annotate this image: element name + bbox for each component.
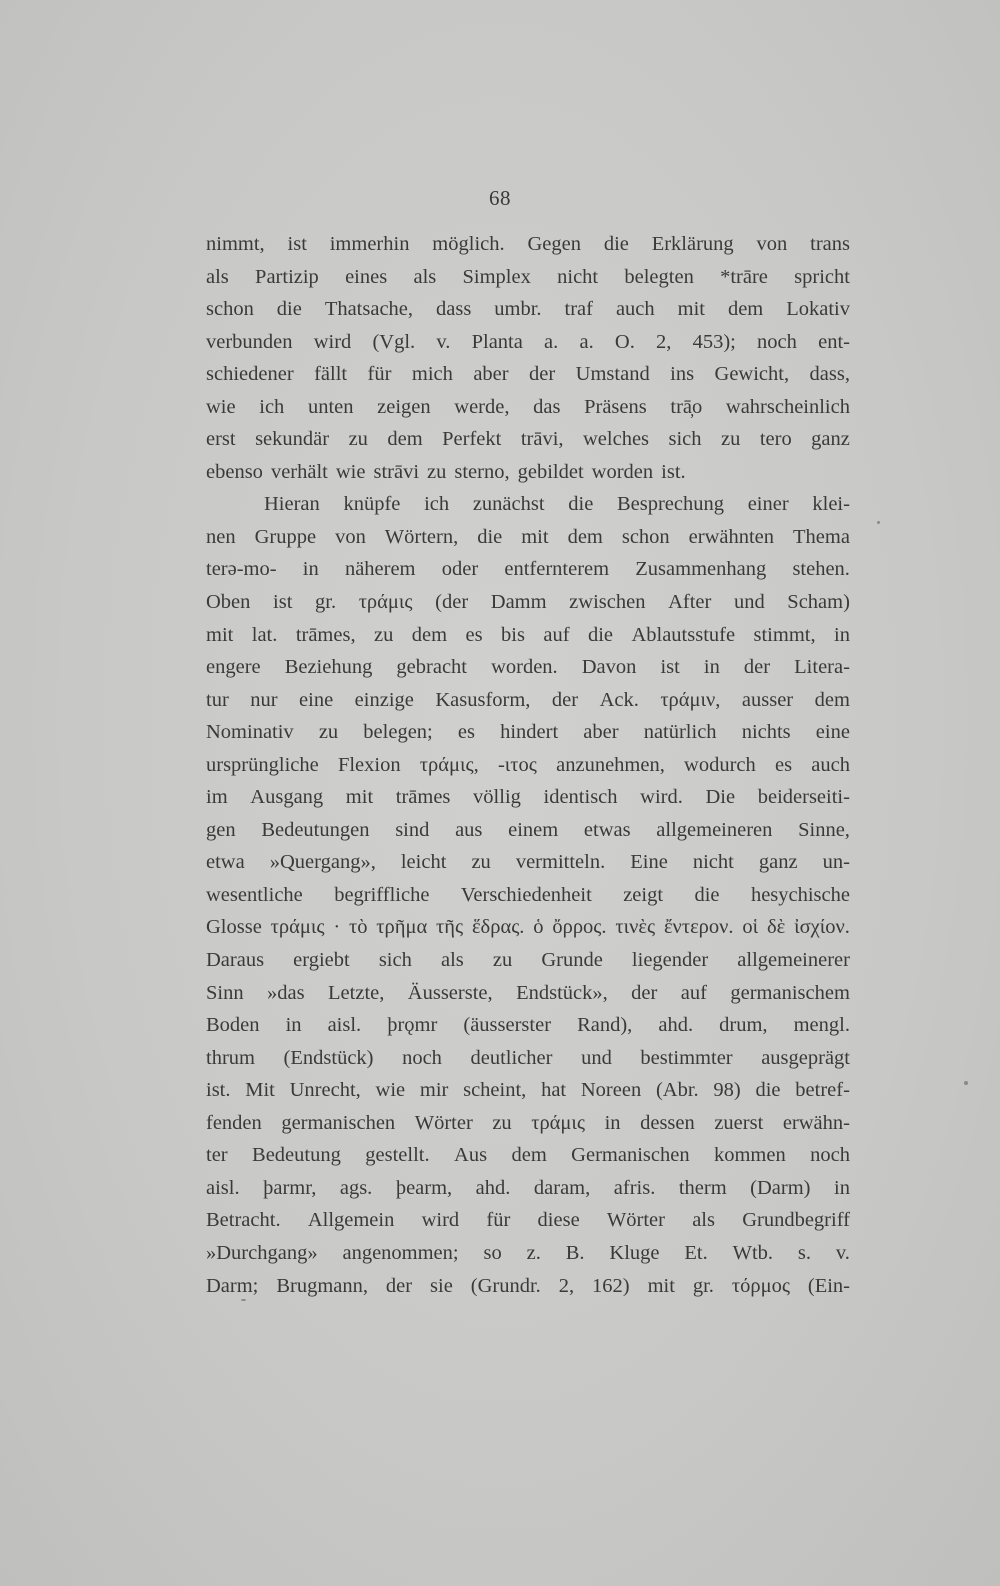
body-text <box>206 228 850 1302</box>
page-number: 68 <box>489 186 511 210</box>
text-line: ebenso verhält wie strāvi zu sterno, gebildet worden ist. <box>206 460 686 483</box>
text-line: engere Beziehung gebracht worden. Davon ist in der Litera- <box>206 656 850 679</box>
paper-speck <box>241 1299 246 1301</box>
text-line: ist. Mit Unrecht, wie mir scheint, hat Noreen (Abr. 98) die betref- <box>206 1079 850 1102</box>
paper-speck <box>877 521 880 524</box>
text-line: als Partizip eines als Simplex nicht belegten *trāre spricht <box>206 265 850 288</box>
text-line: schiedener fällt für mich aber der Umstand ins Gewicht, dass, <box>206 363 850 386</box>
text-line: aisl. þarmr, ags. þearm, ahd. daram, afris. therm (Darm) in <box>206 1176 850 1199</box>
text-line: im Ausgang mit trāmes völlig identisch wird. Die beiderseiti- <box>206 786 850 809</box>
text-line: mit lat. trāmes, zu dem es bis auf die Ablautsstufe stimmt, in <box>206 623 850 646</box>
text-line: etwa »Quergang», leicht zu vermitteln. Eine nicht ganz un- <box>206 851 850 874</box>
text-line: Hieran knüpfe ich zunächst die Besprechung einer klei- <box>264 493 850 516</box>
text-line: ursprüngliche Flexion τράμις, -ιτος anzunehmen, wodurch es auch <box>206 753 850 776</box>
text-line: Nominativ zu belegen; es hindert aber natürlich nichts eine <box>206 721 850 744</box>
text-line: ter Bedeutung gestellt. Aus dem Germanischen kommen noch <box>206 1144 850 1167</box>
paper-speck <box>964 1081 968 1085</box>
text-line: wie ich unten zeigen werde, das Präsens trā̦o wahrscheinlich <box>206 395 850 418</box>
text-line: Darm; Brugmann, der sie (Grundr. 2, 162) mit gr. τόρμος (Ein- <box>206 1274 850 1297</box>
text-line: tur nur eine einzige Kasusform, der Ack. τράμιν, ausser dem <box>206 688 850 711</box>
text-line: »Durchgang» angenommen; so z. B. Kluge Et. Wtb. s. v. <box>206 1241 850 1264</box>
text-line: schon die Thatsache, dass umbr. traf auch mit dem Lokativ <box>206 298 850 321</box>
text-line: gen Bedeutungen sind aus einem etwas allgemeineren Sinne, <box>206 818 850 841</box>
text-line: Sinn »das Letzte, Äusserste, Endstück», der auf germanischem <box>206 981 850 1004</box>
text-line: wesentliche begriffliche Verschiedenheit zeigt die hesychische <box>206 883 850 906</box>
text-line: thrum (Endstück) noch deutlicher und bestimmter ausgeprägt <box>206 1046 850 1069</box>
text-line: erst sekundär zu dem Perfekt trāvi, welches sich zu tero ganz <box>206 428 850 451</box>
text-line: nimmt, ist immerhin möglich. Gegen die Erklärung von trans <box>206 233 850 255</box>
text-line: Oben ist gr. τράμις (der Damm zwischen After und Scham) <box>206 591 850 614</box>
text-line: terə-mo- in näherem oder entfernterem Zusammenhang stehen. <box>206 558 850 581</box>
text-line: nen Gruppe von Wörtern, die mit dem schon erwähnten Thema <box>206 525 850 548</box>
text-line: Betracht. Allgemein wird für diese Wörter als Grundbegriff <box>206 1209 850 1232</box>
text-line: Boden in aisl. þrǫmr (äusserster Rand), ahd. drum, mengl. <box>206 1014 850 1037</box>
text-line: verbunden wird (Vgl. v. Planta a. a. O. 2, 453); noch ent- <box>206 330 850 353</box>
text-line: fenden germanischen Wörter zu τράμις in dessen zuerst erwähn- <box>206 1111 850 1134</box>
text-line: Glosse τράμις · τὸ τρῆμα τῆς ἕδρας. ὁ ὄρρος. τινὲς ἔντερον. οἱ δὲ ἰσχίον. <box>206 916 850 939</box>
text-line: Daraus ergiebt sich als zu Grunde liegender allgemeinerer <box>206 949 850 972</box>
